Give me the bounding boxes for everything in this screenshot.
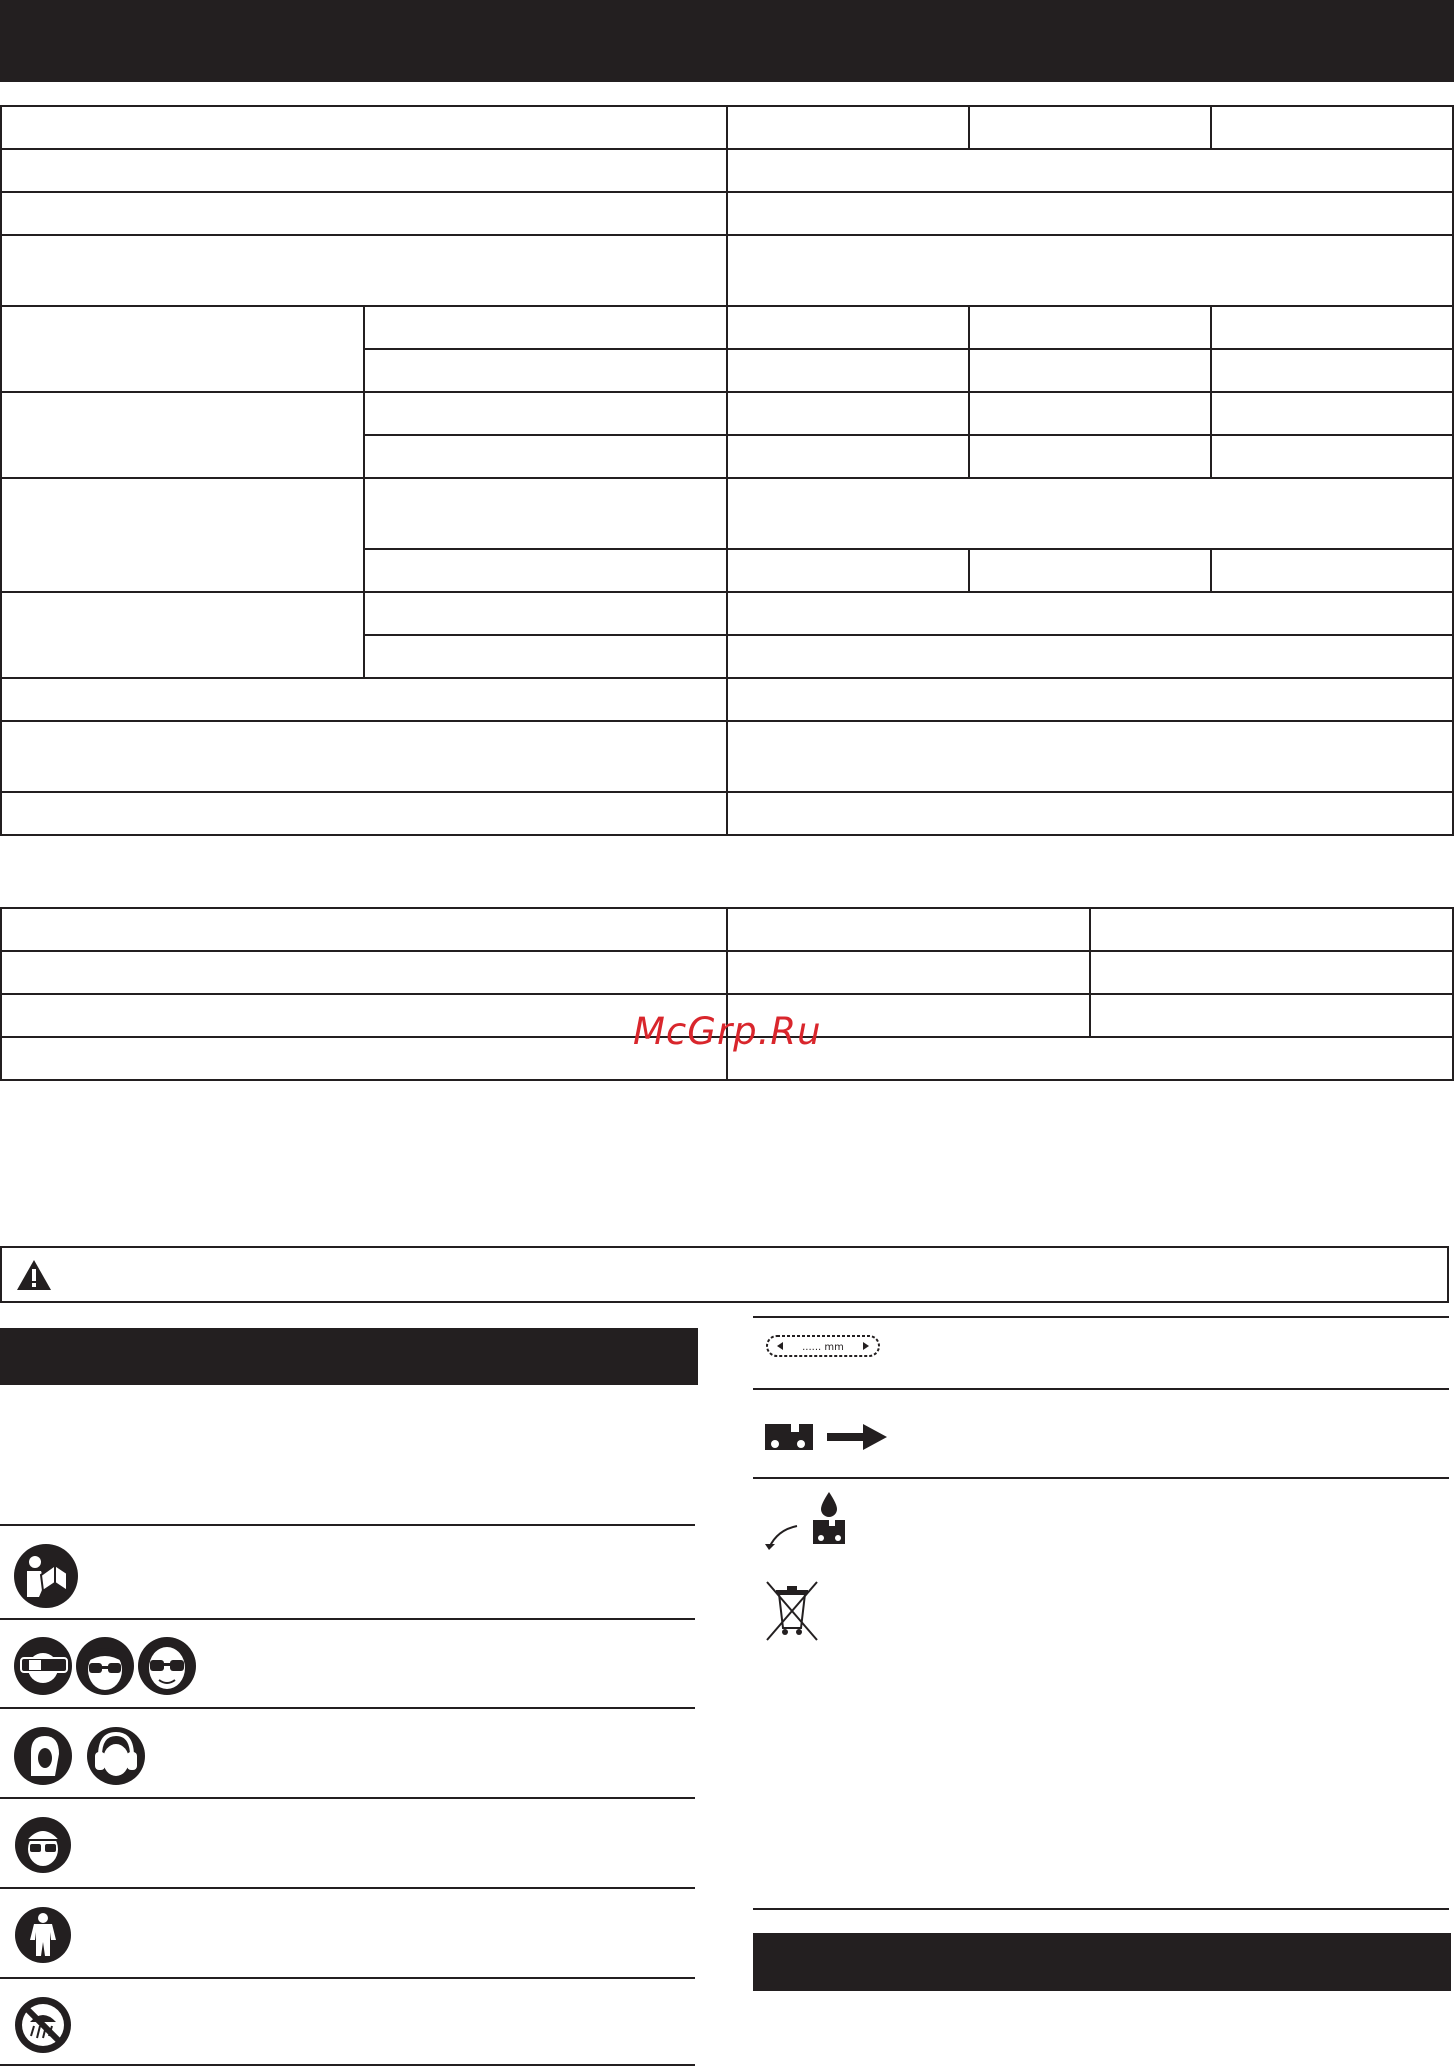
table-row <box>1 106 1453 149</box>
chain-direction-icon <box>763 1416 891 1458</box>
table-row <box>1 306 1453 349</box>
table-row <box>1 721 1453 792</box>
table-row <box>1 192 1453 235</box>
read-manual-icon <box>13 1543 79 1609</box>
warning-triangle-icon <box>15 1258 53 1292</box>
table-row <box>1 592 1453 635</box>
table-row <box>1 392 1453 435</box>
protective-clothing-icon <box>14 1906 72 1964</box>
divider <box>0 1524 695 1526</box>
warning-box <box>0 1246 1449 1303</box>
divider <box>753 1477 1449 1479</box>
eye-protection-icon <box>75 1636 135 1696</box>
bar-length-label: ...... mm <box>802 1342 844 1353</box>
table-row <box>1 478 1453 549</box>
table-row <box>1 149 1453 192</box>
divider <box>0 1618 695 1620</box>
table-row <box>1 678 1453 721</box>
divider <box>0 1977 695 1979</box>
divider <box>0 1707 695 1709</box>
divider <box>0 1887 695 1889</box>
no-rain-icon <box>14 1996 72 2054</box>
table-row <box>1 908 1453 951</box>
section-title-bar-right <box>753 1933 1451 1991</box>
divider <box>0 1797 695 1799</box>
table-row <box>1 951 1453 994</box>
hearing-protection-icon <box>13 1726 73 1786</box>
divider <box>753 1388 1449 1390</box>
safety-glasses-icon <box>137 1636 197 1696</box>
divider <box>753 1908 1449 1910</box>
section-title-bar-left <box>0 1328 698 1385</box>
chain-oil-icon <box>763 1490 853 1552</box>
noise-vibration-table <box>0 907 1454 1081</box>
face-shield-icon <box>13 1636 73 1696</box>
helmet-icon <box>14 1816 72 1874</box>
table-row <box>1 792 1453 835</box>
divider <box>753 1316 1449 1318</box>
table-row <box>1 235 1453 306</box>
earmuffs-icon <box>86 1726 146 1786</box>
header-bar <box>0 0 1454 82</box>
bar-length-icon <box>763 1330 883 1362</box>
divider <box>0 2064 695 2066</box>
watermark: McGrp.Ru <box>633 1010 822 1053</box>
weee-bin-icon <box>763 1580 821 1642</box>
specifications-table <box>0 105 1454 836</box>
